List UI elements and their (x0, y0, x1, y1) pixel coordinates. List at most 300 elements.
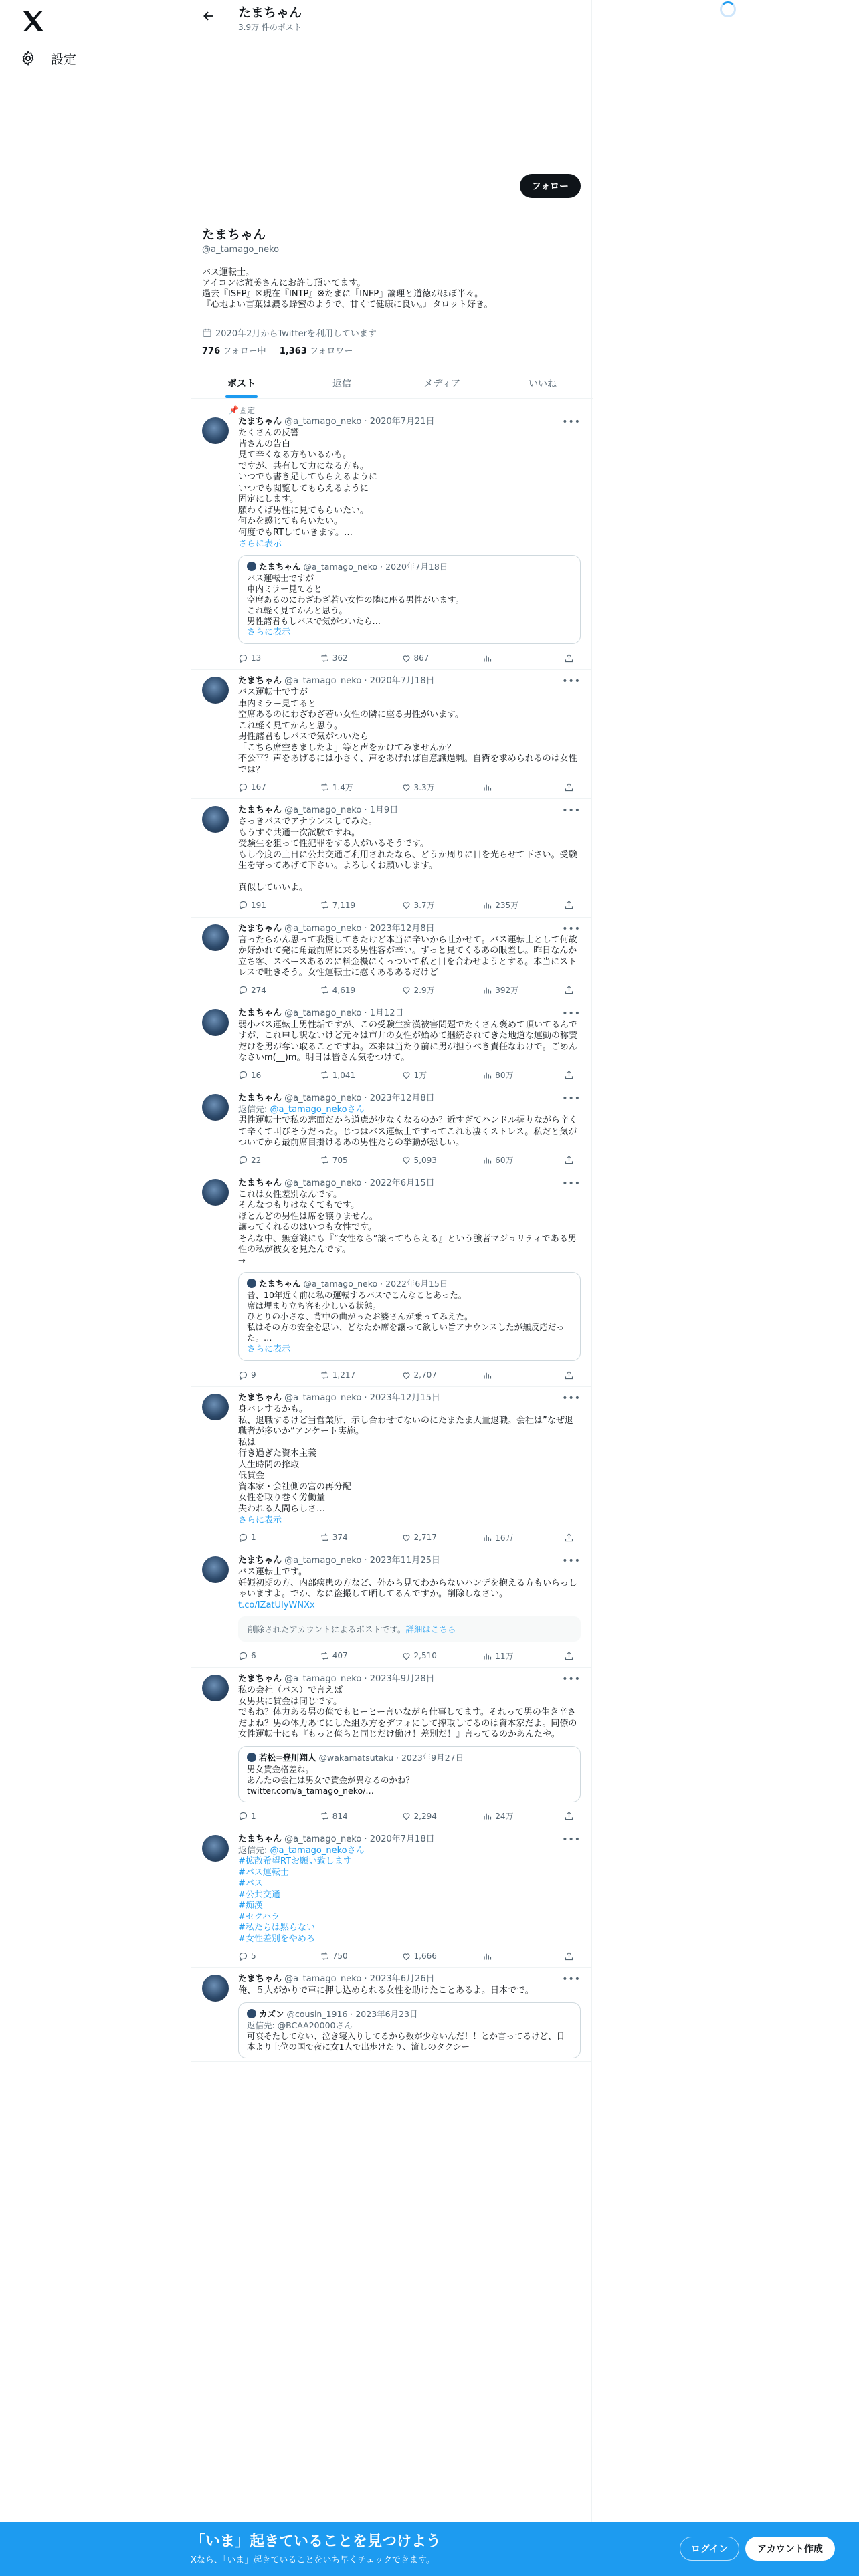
tweet-text: 俺、５人がかりで車に押し込められる女性を助けたことあるよ。日本でで。 (238, 1985, 534, 1996)
retweet-icon (320, 1070, 330, 1080)
left-sidebar (0, 0, 191, 2576)
show-more-link[interactable]: さらに表示 (238, 539, 282, 549)
author-name[interactable]: たまちゃん (238, 1093, 282, 1103)
tweet-body (238, 675, 581, 798)
replies-count: 22 (251, 1155, 262, 1165)
gear-icon (20, 50, 36, 66)
likes-count: 3.3万 (413, 782, 435, 792)
avatar[interactable] (202, 1179, 229, 1206)
tweet-header (238, 923, 581, 935)
tweet[interactable] (191, 1668, 591, 1828)
tweet-text: 言ったらかん思って我慢してきたけど本当に辛いから吐かせて。バス運転士として何故か好かれて発に角最前席に来る男性客が辛い。ずっと見てくるあの眼差し。昨日なんか立ち客、スペースあるのに料金機にくっついて私と目を合わせようとする。本当にストレスで吐きそう。女性運転士に慰くあるあるだけど (238, 934, 577, 978)
reply-to: 返信先: @a_tamago_nekoさん (238, 1845, 365, 1856)
author-name[interactable]: たまちゃん (238, 1834, 282, 1844)
share-button[interactable] (564, 1533, 577, 1543)
avatar[interactable] (202, 417, 229, 444)
profile-handle: @a_tamago_neko (202, 245, 280, 255)
author-handle[interactable]: @a_tamago_neko (284, 805, 362, 815)
tweet[interactable] (191, 1172, 591, 1388)
tweet[interactable] (191, 1968, 591, 2062)
reply-icon (238, 985, 248, 995)
profile-tabs (191, 369, 593, 399)
retweet-icon (320, 1155, 330, 1165)
tweet-header (238, 1973, 581, 1985)
retweet-button[interactable] (320, 1070, 367, 1080)
reply-to-handle[interactable]: @a_tamago_nekoさん (270, 1104, 365, 1115)
tweet-date[interactable]: · 2023年12月15日 (361, 1393, 440, 1403)
avatar[interactable] (202, 1556, 229, 1583)
tweet-date[interactable]: · 2023年6月26日 (361, 1974, 435, 1984)
quote-text: 可哀そたしてない、泣き寝入りしてるから数が少ないんだ！！とか言ってるけど、日本より上位の国で夜に女1人で出歩けたり、流しのタクシー (247, 2030, 565, 2052)
reply-button[interactable] (238, 782, 285, 792)
reply-button[interactable] (238, 985, 285, 995)
hashtag-link[interactable]: #バス運転士 (238, 1867, 289, 1878)
author-name[interactable]: たまちゃん (238, 1674, 282, 1684)
author-handle[interactable]: @a_tamago_neko (284, 1674, 362, 1684)
learn-more-link[interactable]: 詳細はこちら (405, 1624, 456, 1634)
retweets-count: 362 (332, 653, 348, 663)
share-button[interactable] (564, 1951, 577, 1961)
views-button[interactable] (482, 653, 529, 663)
quote-date: · 2023年6月23日 (347, 2008, 418, 2019)
retweets-count: 814 (332, 1811, 348, 1821)
tweet[interactable] (191, 918, 591, 1002)
author-name[interactable]: たまちゃん (238, 1974, 282, 1984)
login-button[interactable]: ログイン (680, 2537, 739, 2561)
tweet-text: 私の会社（バス）で言えば 女男共に賃金は同じです。 でもね？体力ある男の俺でもヒーヒー言いながら仕事してます。それって男の生き辛さだよね？男の体力あてにした組み方をデフォにして搾取してるのは資本家だよ。同僚の女性運転士にも『もっと俺らと同じだけ働け！差別だ！』言ってるのかあんたや。 (238, 1685, 577, 1739)
author-name[interactable]: たまちゃん (238, 417, 282, 427)
like-button[interactable] (401, 1069, 448, 1081)
share-button[interactable] (564, 1155, 577, 1165)
quote-author-handle: @a_tamago_neko (303, 1279, 378, 1289)
quote-text: 昔、10年近く前に私の運転するバスでこんなことあった。 席は埋まり立ち客も少しいる状態。 ひとりの小さな、背中の曲がったお婆さんが乗ってみえた。 私はその方の安全を思い、どなたか席を譲って欲しい旨アナウンスしたが無反応だった。… (247, 1290, 565, 1343)
quote-avatar (247, 1279, 256, 1288)
heart-icon (401, 900, 411, 910)
follow-counts (202, 344, 363, 356)
reply-button[interactable] (238, 1651, 285, 1661)
like-button[interactable] (401, 1811, 448, 1821)
tweet-header (238, 675, 581, 687)
tab-likes[interactable]: いいね (529, 379, 557, 389)
retweet-button[interactable] (320, 900, 367, 910)
retweet-button[interactable] (320, 1370, 367, 1380)
quote-header (247, 2008, 572, 2020)
tweet-date[interactable]: · 1月9日 (361, 805, 399, 815)
more-icon[interactable]: ••• (562, 1555, 581, 1566)
quoted-tweet[interactable] (238, 1746, 581, 1802)
retweets-count: 705 (332, 1155, 348, 1165)
unavailable-post-notice: 削除されたアカウントによるポストです。詳細はこちら (238, 1616, 581, 1642)
bio-line: バス運転士。 (202, 267, 255, 278)
heart-icon (401, 1070, 411, 1080)
quote-author-name: 若松=登川翔人 (259, 1752, 316, 1763)
retweet-button[interactable] (320, 1155, 367, 1165)
views-button[interactable] (482, 1951, 529, 1961)
quote-author-handle: @cousin_1916 (286, 2008, 348, 2019)
like-button[interactable] (401, 1951, 448, 1961)
share-icon (564, 1651, 574, 1661)
banner-subtitle: Xなら、「いま」起きていることをいち早くチェックできます。 (191, 2555, 435, 2565)
avatar[interactable] (202, 924, 229, 951)
reply-icon (238, 1370, 248, 1380)
heart-icon (401, 1370, 411, 1380)
heart-icon (401, 1651, 411, 1661)
more-icon[interactable]: ••• (562, 1974, 581, 1985)
replies-count: 167 (251, 782, 266, 792)
retweet-button[interactable] (320, 782, 367, 793)
share-button[interactable] (564, 782, 577, 792)
tweet-body (238, 416, 581, 669)
avatar[interactable] (202, 1094, 229, 1121)
quote-reply-to: 返信先: @BCAA20000さん (247, 2020, 353, 2030)
pinned-indicator (229, 404, 581, 416)
tweet-header (238, 416, 581, 428)
signup-banner (0, 2522, 859, 2576)
share-button[interactable] (564, 1811, 577, 1821)
tweet[interactable] (191, 799, 591, 918)
tab-posts[interactable]: ポスト (191, 369, 292, 398)
likes-count: 2.9万 (413, 986, 435, 995)
tweet-text: バス運転士です。 妊娠初期の方、内部疾患の方など、外から見てわからないハンデを抱える方もいらっしゃいますよ。でか、なに盗撮して晒してるんですか。削除しなさい。 (238, 1567, 578, 1599)
author-handle[interactable]: @a_tamago_neko (284, 1178, 362, 1188)
more-icon[interactable]: ••• (562, 1008, 581, 1019)
tweet-body (238, 804, 581, 917)
author-handle[interactable]: @a_tamago_neko (284, 417, 362, 427)
reply-icon (238, 1070, 248, 1080)
avatar[interactable] (202, 806, 229, 833)
author-name[interactable]: たまちゃん (238, 1555, 282, 1566)
signup-button[interactable]: アカウント作成 (745, 2537, 835, 2561)
tweet-header (238, 1008, 581, 1020)
share-icon (564, 900, 574, 910)
retweet-icon (320, 653, 330, 663)
tweet[interactable] (191, 1828, 591, 1969)
quote-header (247, 561, 572, 573)
hashtag-link[interactable]: #女性差別をやめろ (238, 1933, 315, 1944)
retweet-icon (320, 985, 330, 995)
replies-count: 13 (251, 653, 262, 663)
views-button[interactable] (482, 984, 529, 996)
views-count: 392万 (495, 986, 519, 995)
bio-line: アイコンは菰美さんにお許し頂いてます。 (202, 278, 366, 288)
quote-author-name: たまちゃん (259, 562, 301, 572)
reply-to-handle[interactable]: @a_tamago_nekoさん (270, 1845, 365, 1856)
views-button[interactable] (482, 1532, 529, 1543)
share-icon (564, 1533, 574, 1543)
quoted-tweet[interactable] (238, 555, 581, 644)
views-button[interactable] (482, 782, 529, 792)
retweet-button[interactable] (320, 1533, 367, 1543)
chart-icon (482, 985, 492, 995)
header-posts-count: 3.9万 件のポスト (238, 22, 302, 32)
hashtag-link[interactable]: #痴漢 (238, 1901, 263, 1911)
quoted-tweet[interactable] (238, 2002, 581, 2058)
replies-count: 16 (251, 1070, 262, 1080)
views-button[interactable] (482, 1154, 529, 1166)
author-name[interactable]: たまちゃん (238, 1393, 282, 1403)
author-name[interactable]: たまちゃん (238, 1178, 282, 1188)
author-handle[interactable]: @a_tamago_neko (284, 1093, 362, 1103)
share-button[interactable] (564, 1070, 577, 1080)
retweet-icon (320, 1811, 330, 1821)
retweets-count: 1,041 (332, 1070, 356, 1080)
retweet-button[interactable] (320, 985, 367, 995)
author-name[interactable]: たまちゃん (238, 805, 282, 815)
reply-button[interactable] (238, 653, 285, 663)
replies-count: 274 (251, 985, 266, 995)
profile-name: たまちゃん (202, 227, 266, 242)
quote-author-name: カズン (259, 2008, 284, 2019)
avatar[interactable] (202, 1394, 229, 1420)
avatar[interactable] (202, 677, 229, 704)
more-icon[interactable]: ••• (562, 417, 581, 427)
tab-replies[interactable]: 返信 (332, 379, 351, 389)
chart-icon (482, 1811, 492, 1821)
reply-button[interactable] (238, 900, 285, 910)
chart-icon (482, 1155, 492, 1165)
more-icon[interactable]: ••• (562, 676, 581, 687)
like-button[interactable] (401, 782, 448, 793)
tweet-text: バス運転士ですが 車内ミラー見てると 空席あるのにわざわざ若い女性の隣に座る男性がいます。 これ軽く見てかんと思う。 男性諸君もしバスで気がついたら 「こちら席空きましたよ」等と声をかけてみませんか？ 不公平？声をあげるには小さく、声をあげれば自意識過剰。自衛を求められるのは女性では？ (238, 687, 577, 775)
likes-count: 2,510 (413, 1651, 437, 1660)
tweet-date[interactable]: · 2020年7月18日 (361, 676, 435, 686)
tweet-actions (238, 776, 581, 798)
tweet-text: これは女性差別なんです。 そんなつもりはなくてもです。 ほとんどの男性は席を譲りません。 譲ってくれるのはいつも女性です。 そんな中、無意識にも『”女性なら”譲ってもらえる』という強者マジョリティである男性の私が彼女を見たんです。 → (238, 1189, 577, 1266)
hashtag-link[interactable]: #バス (238, 1879, 263, 1889)
reply-icon (238, 1155, 248, 1165)
more-icon[interactable]: ••• (562, 1834, 581, 1845)
author-handle[interactable]: @a_tamago_neko (284, 923, 362, 934)
views-button[interactable] (482, 1069, 529, 1081)
tweet-body (238, 1834, 581, 1968)
replies-count: 191 (251, 900, 266, 910)
views-button[interactable] (482, 1370, 529, 1380)
retweets-count: 1.4万 (332, 782, 353, 792)
share-button[interactable] (564, 1651, 577, 1661)
more-icon[interactable]: ••• (562, 923, 581, 934)
like-button[interactable] (401, 1533, 448, 1543)
retweet-button[interactable] (320, 1951, 367, 1961)
profile-banner (191, 35, 591, 162)
views-count: 24万 (495, 1812, 514, 1821)
avatar[interactable] (202, 1675, 229, 1701)
more-icon[interactable]: ••• (562, 1093, 581, 1104)
reply-button[interactable] (238, 1370, 285, 1380)
quote-text: 男女賃金格差ね。 あんたの会社は男女で賃金が異なるのかね？ twitter.com/a_tamago_neko/… (247, 1763, 415, 1796)
likes-count: 1,666 (413, 1951, 437, 1961)
chart-icon (482, 782, 492, 792)
tweet-date[interactable]: · 2023年12月8日 (361, 1093, 435, 1103)
more-icon[interactable]: ••• (562, 1674, 581, 1685)
quote-date: · 2020年7月18日 (377, 562, 448, 572)
views-button[interactable] (482, 1650, 529, 1662)
tweet-body (238, 923, 581, 1002)
share-button[interactable] (564, 653, 577, 663)
reply-button[interactable] (238, 1533, 285, 1543)
joined-date (202, 326, 377, 339)
share-icon (564, 653, 574, 663)
reply-button[interactable] (238, 1811, 285, 1821)
heart-icon (401, 653, 411, 663)
show-more-link[interactable]: さらに表示 (238, 1515, 282, 1525)
share-button[interactable] (564, 1370, 577, 1380)
tweet-body (238, 1008, 581, 1087)
reply-to: 返信先: @a_tamago_nekoさん (238, 1104, 365, 1115)
retweets-count: 1,217 (332, 1370, 356, 1380)
tweet-date[interactable]: · 2022年6月15日 (361, 1178, 435, 1188)
views-button[interactable] (482, 899, 529, 911)
x-logo-icon[interactable] (20, 8, 47, 35)
tweet-date[interactable]: · 2023年11月25日 (361, 1555, 440, 1566)
reply-icon (238, 1533, 248, 1543)
replies-count: 6 (251, 1651, 256, 1660)
tweet-date[interactable]: · 2023年12月8日 (361, 923, 435, 934)
quote-author-handle: @wakamatsutaku (318, 1752, 394, 1763)
like-button[interactable] (401, 1651, 448, 1661)
author-handle[interactable]: @a_tamago_neko (284, 1393, 362, 1403)
quoted-tweet[interactable] (238, 1272, 581, 1361)
share-button[interactable] (564, 900, 577, 910)
tweet[interactable] (191, 1549, 591, 1668)
quote-date: · 2022年6月15日 (377, 1279, 448, 1289)
hashtag-link[interactable]: #私たちは黙らない (238, 1923, 315, 1933)
profile-topbar (191, 0, 591, 35)
tweet-text: さっきバスでアナウンスしてみた。 もうすぐ共通一次試験ですね。 受験生を狙って性犯罪をする人がいるそうです。 もし今度の土日に公共交通ご利用されたなら、どうか周りに目を光らせて下さい。受験生を守ってあげて下さい。よろしくお願いします。 真似していいよ。 (238, 817, 577, 893)
retweet-button[interactable] (320, 1651, 367, 1661)
likes-count: 5,093 (413, 1155, 437, 1165)
reply-icon (238, 1651, 248, 1661)
quote-avatar (247, 1753, 256, 1762)
following-link[interactable]: 776 フォロー中 (202, 346, 266, 356)
like-button[interactable] (401, 1370, 448, 1380)
likes-count: 2,717 (413, 1533, 437, 1542)
quote-show-more[interactable]: さらに表示 (247, 627, 291, 637)
chart-icon (482, 1533, 492, 1543)
tab-media[interactable]: メディア (423, 379, 461, 389)
followers-link[interactable]: 1,363 フォロワー (279, 346, 353, 356)
chart-icon (482, 1370, 492, 1380)
views-count: 16万 (495, 1533, 514, 1543)
tweet-text: たくさんの反響 皆さんの告白 見て辛くなる方もいるかも。 ですが、共有して力になる方も。 いつでも書き足してもらえるように いつでも閲覧してもらえるように 固定にします。 願わくば男性に見てもらいたい。 何かを感じてもらいたい。 何度でもRTしていきます。… (238, 428, 378, 538)
follow-button[interactable]: フォロー (520, 174, 581, 198)
views-button[interactable] (482, 1810, 529, 1822)
like-button[interactable] (401, 1155, 448, 1165)
tweet[interactable] (191, 399, 591, 670)
tweet-header (238, 1392, 581, 1404)
avatar[interactable] (202, 1975, 229, 2002)
tweet-date[interactable]: · 1月12日 (361, 1008, 404, 1018)
profile-section (191, 162, 591, 399)
tweet-actions (238, 1149, 581, 1172)
tweet-header (238, 1834, 581, 1846)
heart-icon (401, 1155, 411, 1165)
more-icon[interactable]: ••• (562, 1393, 581, 1404)
author-handle[interactable]: @a_tamago_neko (284, 676, 362, 686)
tweet-link[interactable]: t.co/IZatUIyWNXx (238, 1600, 315, 1610)
back-button[interactable] (202, 9, 215, 25)
share-button[interactable] (564, 985, 577, 995)
views-count: 60万 (495, 1156, 514, 1165)
tweet-actions (238, 1945, 581, 1967)
reply-button[interactable] (238, 1951, 285, 1961)
calendar-icon (202, 328, 212, 338)
views-count: 11万 (495, 1651, 514, 1661)
hashtag-link[interactable]: #公共交通 (238, 1889, 280, 1900)
banner-title: 「いま」起きていることを見つけよう (191, 2533, 442, 2550)
reply-icon (238, 900, 248, 910)
like-button[interactable] (401, 653, 448, 663)
tweet-date[interactable]: · 2020年7月18日 (361, 1834, 435, 1844)
likes-count: 3.7万 (413, 901, 435, 910)
likes-count: 867 (413, 653, 430, 663)
tweet-header (238, 1673, 581, 1685)
reply-icon (238, 653, 248, 663)
quote-header (247, 1752, 572, 1764)
joined-text: 2020年2月からTwitterを利用しています (215, 329, 377, 339)
author-handle[interactable]: @a_tamago_neko (284, 1555, 362, 1566)
tweet-body (238, 1673, 581, 1828)
share-icon (564, 1370, 574, 1380)
avatar[interactable] (202, 1835, 229, 1862)
quote-text: バス運転士ですが 車内ミラー見てると 空席あるのにわざわざ若い女性の隣に座る男性がいます。 これ軽く見てかんと思う。 男性諸君もしバスで気がついたら… (247, 573, 464, 626)
replies-count: 1 (251, 1811, 256, 1821)
tweet[interactable] (191, 1387, 591, 1549)
pinned-label: 固定 (238, 405, 255, 415)
author-name[interactable]: たまちゃん (238, 676, 282, 686)
retweet-icon (320, 782, 330, 792)
author-name[interactable]: たまちゃん (238, 923, 282, 934)
like-button[interactable] (401, 984, 448, 996)
replies-count: 5 (251, 1951, 256, 1961)
tweet-date[interactable]: · 2023年9月28日 (361, 1674, 435, 1684)
more-icon[interactable]: ••• (562, 1178, 581, 1189)
hashtag-link[interactable]: #拡散希望RTお願い致します (238, 1856, 352, 1866)
loading-spinner-icon (720, 1, 736, 17)
more-icon[interactable]: ••• (562, 805, 581, 816)
tweet[interactable] (191, 670, 591, 799)
author-handle[interactable]: @a_tamago_neko (284, 1834, 362, 1844)
tweet[interactable] (191, 1002, 591, 1087)
reply-button[interactable] (238, 1155, 285, 1165)
retweets-count: 407 (332, 1651, 348, 1660)
author-handle[interactable]: @a_tamago_neko (284, 1008, 362, 1018)
retweet-button[interactable] (320, 1811, 367, 1821)
heart-icon (401, 782, 411, 792)
avatar[interactable] (202, 1009, 229, 1036)
quote-show-more[interactable]: さらに表示 (247, 1344, 291, 1354)
like-button[interactable] (401, 899, 448, 911)
hashtag-link[interactable]: #セクハラ (238, 1911, 280, 1922)
tweet[interactable] (191, 1087, 591, 1172)
share-icon (564, 782, 574, 792)
tweet-actions (238, 1526, 581, 1549)
author-name[interactable]: たまちゃん (238, 1008, 282, 1018)
views-count: 235万 (495, 901, 519, 910)
profile-bio (202, 267, 492, 310)
retweet-button[interactable] (320, 653, 367, 663)
tweet-date[interactable]: · 2020年7月21日 (361, 417, 435, 427)
retweet-icon (320, 1651, 330, 1661)
share-icon (564, 1155, 574, 1165)
replies-count: 1 (251, 1533, 256, 1542)
author-handle[interactable]: @a_tamago_neko (284, 1974, 362, 1984)
tweet-actions (238, 647, 581, 669)
quote-author-handle: @a_tamago_neko (303, 562, 378, 572)
chart-icon (482, 1651, 492, 1661)
reply-button[interactable] (238, 1070, 285, 1080)
settings-link[interactable] (20, 47, 76, 70)
retweet-icon (320, 1533, 330, 1543)
